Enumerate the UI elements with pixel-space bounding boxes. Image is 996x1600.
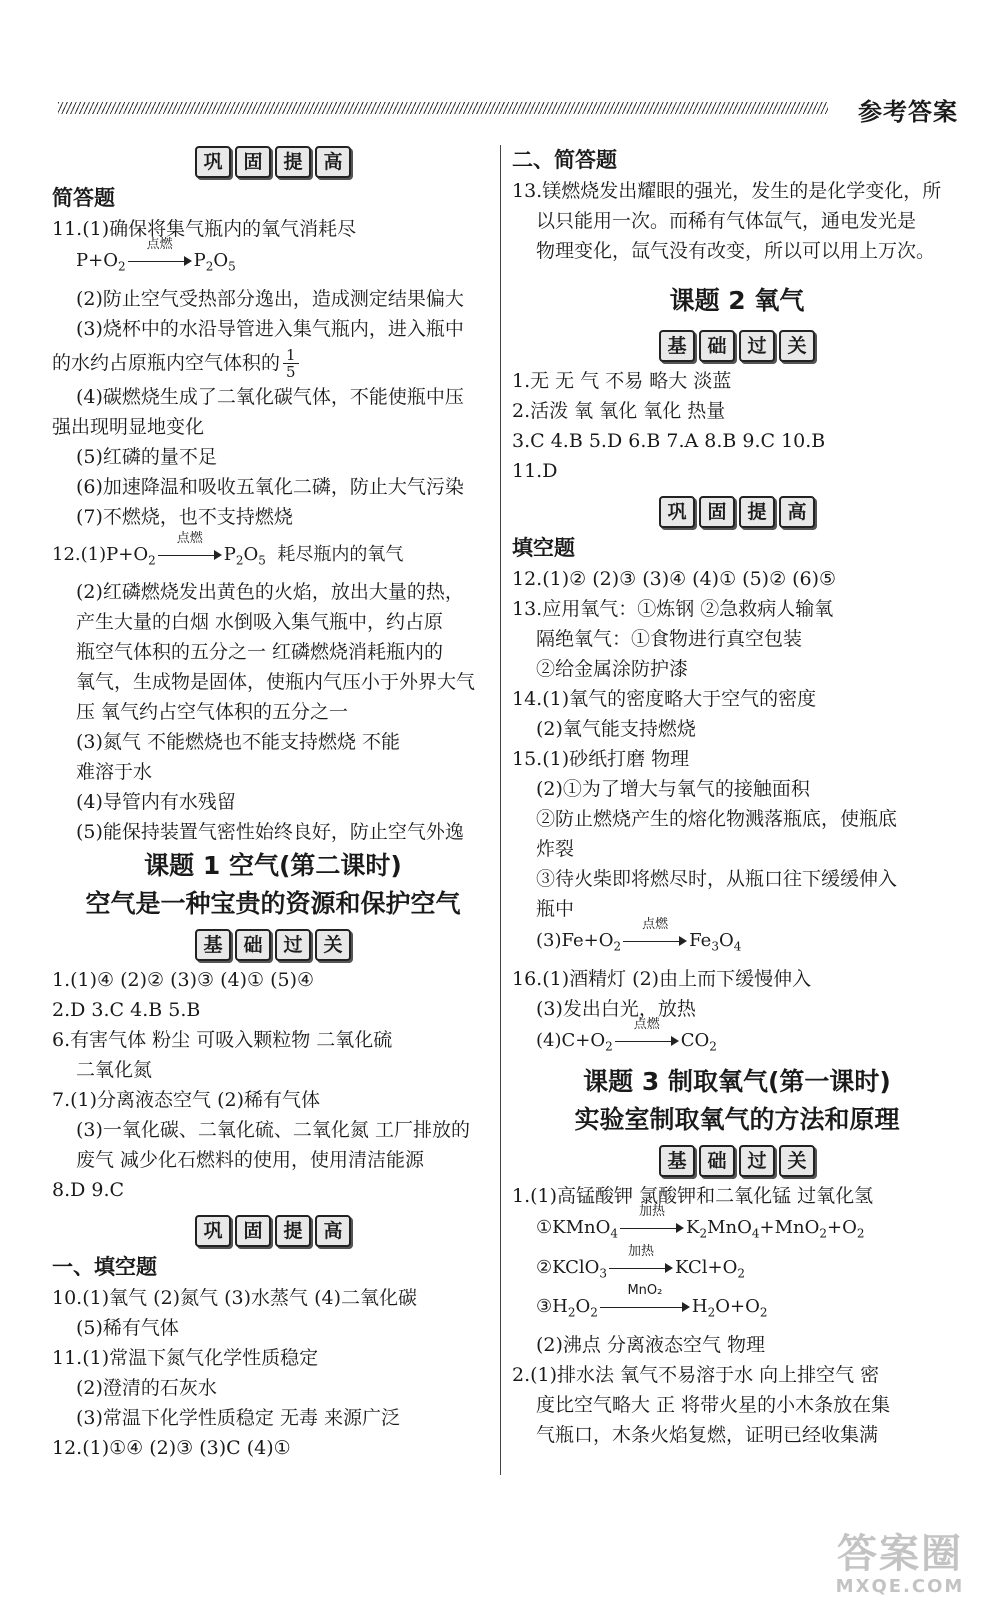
answer-line: (3)发出白光，放热: [536, 997, 696, 1020]
section-char: 基: [659, 1145, 695, 1177]
section-gonggu-tigao: [512, 496, 962, 528]
section-char: 巩: [195, 146, 231, 178]
reaction-arrow: 加热: [609, 1262, 673, 1274]
equation: $(3)Fe+O_2$ 点燃 $Fe_3O_4$: [536, 917, 742, 954]
equation: $12.(1)P+O_2$ 点燃 $P_2O_5$ 耗尽瓶内的氧气: [52, 530, 404, 568]
subheading: 填空题: [512, 536, 575, 560]
answer-line: 1.(1)高锰酸钾 氯酸钾和二氧化锰 过氧化氢: [512, 1185, 874, 1208]
section-char: 提: [739, 496, 775, 528]
watermark-logo: 答案圈 MXQE.COM: [835, 1531, 965, 1597]
answer-line: 16.(1)酒精灯 (2)由上而下缓慢伸入: [512, 967, 812, 990]
answer-line: 12.(1)② (2)③ (3)④ (4)① (5)② (6)⑤: [512, 568, 837, 590]
answer-line: 产生大量的白烟 水倒吸入集气瓶中，约占原: [76, 611, 444, 634]
answer-line: (2)氧气能支持燃烧: [536, 718, 696, 740]
answer-line: 2.D 3.C 4.B 5.B: [52, 999, 201, 1022]
answer-line: 2.(1)排水法 氧气不易溶于水 向上排空气 密: [512, 1363, 880, 1386]
equation: $(4)C+O_2$ 点燃 $CO_2$: [536, 1016, 717, 1054]
answer-line: 气瓶口，木条火焰复燃，证明已经收集满: [536, 1423, 879, 1446]
answer-line: 压 氧气约占空气体积的五分之一: [76, 701, 349, 724]
section-jichu-guoguan: [512, 1145, 962, 1177]
lesson-title: 课题 3 制取氧气(第一课时): [583, 1067, 891, 1097]
answer-line: 11.D: [512, 460, 558, 482]
section-char: 关: [779, 1145, 815, 1177]
lesson-title: 课题 2 氧气: [669, 286, 805, 315]
column-divider: [500, 145, 501, 1475]
lesson-subtitle: 空气是一种宝贵的资源和保护空气: [85, 889, 461, 919]
section-char: 过: [739, 1145, 775, 1177]
section-char: 固: [235, 146, 271, 178]
header-rule: [58, 102, 828, 114]
answer-line: (2)防止空气受热部分逸出，造成测定结果偏大: [76, 287, 464, 310]
answer-line: (5)红磷的量不足: [76, 445, 217, 468]
section-char: 基: [195, 929, 231, 961]
answer-line: ③待火柴即将燃尽时，从瓶口往下缓缓伸入: [536, 868, 898, 890]
section-char: 高: [779, 496, 815, 528]
section-char: 巩: [659, 496, 695, 528]
answer-line: 瓶中: [536, 898, 575, 920]
answer-line: 6.有害气体 粉尘 可吸入颗粒物 二氧化硫: [52, 1029, 393, 1052]
section-char: 过: [739, 330, 775, 362]
equation: ①KMnO$_4$ 加热 $K_2MnO_4+MnO_2+O_2$: [536, 1204, 865, 1241]
section-jichu-guoguan: [512, 330, 962, 362]
section-char: 过: [275, 929, 311, 961]
answer-line: 以只能用一次。而稀有气体氙气，通电发光是: [536, 210, 917, 232]
section-char: 础: [235, 929, 271, 961]
lesson-subtitle: 实验室制取氧气的方法和原理: [574, 1105, 900, 1135]
equation: $P+O_2$ 点燃 $P_2O_5$: [76, 237, 236, 274]
answer-line: 13.应用氧气：①炼钢 ②急救病人输氧: [512, 598, 834, 620]
answer-line: 15.(1)砂纸打磨 物理: [512, 748, 690, 770]
answer-line: (4)导管内有水残留: [76, 791, 236, 814]
answer-line: 7.(1)分离液态空气 (2)稀有气体: [52, 1089, 320, 1112]
subheading: 简答题: [52, 186, 115, 210]
answer-line: 1.(1)④ (2)② (3)③ (4)① (5)④: [52, 969, 315, 992]
answer-line: ②防止燃烧产生的熔化物溅落瓶底，使瓶底: [536, 808, 898, 830]
answer-line: (5)稀有气体: [76, 1317, 179, 1340]
section-char: 固: [699, 496, 735, 528]
answer-line: 炸裂: [536, 838, 575, 860]
section-char: 关: [779, 330, 815, 362]
answer-line: 强出现明显地变化: [52, 415, 205, 438]
section-char: 巩: [195, 1215, 231, 1247]
answer-line: 物理变化，氙气没有改变，所以可以用上万次。: [536, 240, 936, 262]
answer-line: 13.镁燃烧发出耀眼的强光，发生的是化学变化，所: [512, 180, 942, 202]
answer-line: (2)澄清的石灰水: [76, 1377, 217, 1400]
section-char: 础: [699, 330, 735, 362]
answer-line: 的水约占原瓶内空气体积的 $\frac{1}{5}$: [52, 344, 494, 382]
answer-line: (4)碳燃烧生成了二氧化碳气体，不能使瓶中压: [76, 385, 464, 408]
section-char: 关: [315, 929, 351, 961]
reaction-arrow: 加热: [620, 1222, 684, 1234]
section-char: 高: [315, 146, 351, 178]
header-title: 参考答案: [858, 98, 958, 126]
answer-line: (2)红磷燃烧发出黄色的火焰，放出大量的热，: [76, 581, 464, 604]
equation: $③H_2O_2$ MnO₂ $H_2O+O_2$: [536, 1283, 768, 1320]
answer-line: (3)常温下化学性质稳定 无毒 来源广泛: [76, 1407, 400, 1430]
section-char: 提: [275, 146, 311, 178]
answer-line: (2)沸点 分离液态空气 物理: [536, 1333, 765, 1356]
reaction-arrow: 点燃: [623, 935, 687, 947]
answer-line: (3)烧杯中的水沿导管进入集气瓶内，进入瓶中: [76, 317, 464, 340]
left-column: [52, 140, 494, 1463]
section-char: 础: [699, 1145, 735, 1177]
answer-line: (3)一氧化碳、二氧化硫、二氧化氮 工厂排放的: [76, 1119, 470, 1142]
answer-line: (7)不燃烧，也不支持燃烧: [76, 505, 293, 528]
answer-line: 8.D 9.C: [52, 1179, 125, 1202]
section-char: 基: [659, 330, 695, 362]
equation: ②KClO$_3$ 加热 $KCl+O_2$: [536, 1243, 746, 1281]
section-gonggu-tigao: [52, 146, 494, 178]
answer-line: 难溶于水: [76, 761, 153, 784]
answer-line: 10.(1)氧气 (2)氮气 (3)水蒸气 (4)二氧化碳: [52, 1287, 417, 1310]
reaction-arrow: 点燃: [615, 1035, 679, 1047]
answer-line: 11.(1)常温下氮气化学性质稳定: [52, 1347, 319, 1370]
answer-line: 隔绝氧气：①食物进行真空包装: [536, 628, 803, 650]
answer-line: 度比空气略大 正 将带火星的小木条放在集: [536, 1393, 891, 1416]
subheading: 二、简答题: [512, 148, 617, 172]
answer-line: 瓶空气体积的五分之一 红磷燃烧消耗瓶内的: [76, 641, 444, 664]
right-column: [512, 140, 962, 1450]
answer-line: (6)加速降温和吸收五氧化二磷，防止大气污染: [76, 475, 464, 498]
answer-line: (2)①为了增大与氧气的接触面积: [536, 778, 810, 800]
reaction-arrow: 点燃: [158, 549, 222, 561]
answer-line: 废气 减少化石燃料的使用，使用清洁能源: [76, 1149, 425, 1172]
answer-line: 2.活泼 氧 氧化 氧化 热量: [512, 400, 726, 422]
answer-line: 12.(1)①④ (2)③ (3)C (4)①: [52, 1437, 291, 1460]
page-header: [0, 0, 996, 140]
section-char: 高: [315, 1215, 351, 1247]
answer-line: 二氧化氮: [76, 1059, 153, 1082]
answer-line: 11.(1)确保将集气瓶内的氧气消耗尽: [52, 218, 357, 240]
section-char: 提: [275, 1215, 311, 1247]
answer-line: 氧气，生成物是固体，使瓶内气压小于外界大气: [76, 671, 476, 694]
section-char: 固: [235, 1215, 271, 1247]
answer-line: 3.C 4.B 5.D 6.B 7.A 8.B 9.C 10.B: [512, 430, 826, 452]
section-gonggu-tigao: [52, 1215, 494, 1247]
reaction-arrow: 点燃: [128, 255, 192, 267]
answer-line: ②给金属涂防护漆: [536, 658, 689, 680]
answer-line: (5)能保持装置气密性始终良好，防止空气外逸: [76, 821, 464, 844]
subheading: 一、填空题: [52, 1255, 157, 1280]
section-jichu-guoguan: [52, 929, 494, 961]
answer-line: 1.无 无 气 不易 略大 淡蓝: [512, 370, 732, 392]
answer-line: 14.(1)氧气的密度略大于空气的密度: [512, 688, 817, 710]
answer-line: (3)氮气 不能燃烧也不能支持燃烧 不能: [76, 731, 400, 754]
reaction-arrow: MnO₂: [600, 1301, 690, 1313]
lesson-title: 课题 1 空气(第二课时): [144, 851, 402, 881]
fraction: $\frac{1}{5}$: [283, 347, 299, 380]
